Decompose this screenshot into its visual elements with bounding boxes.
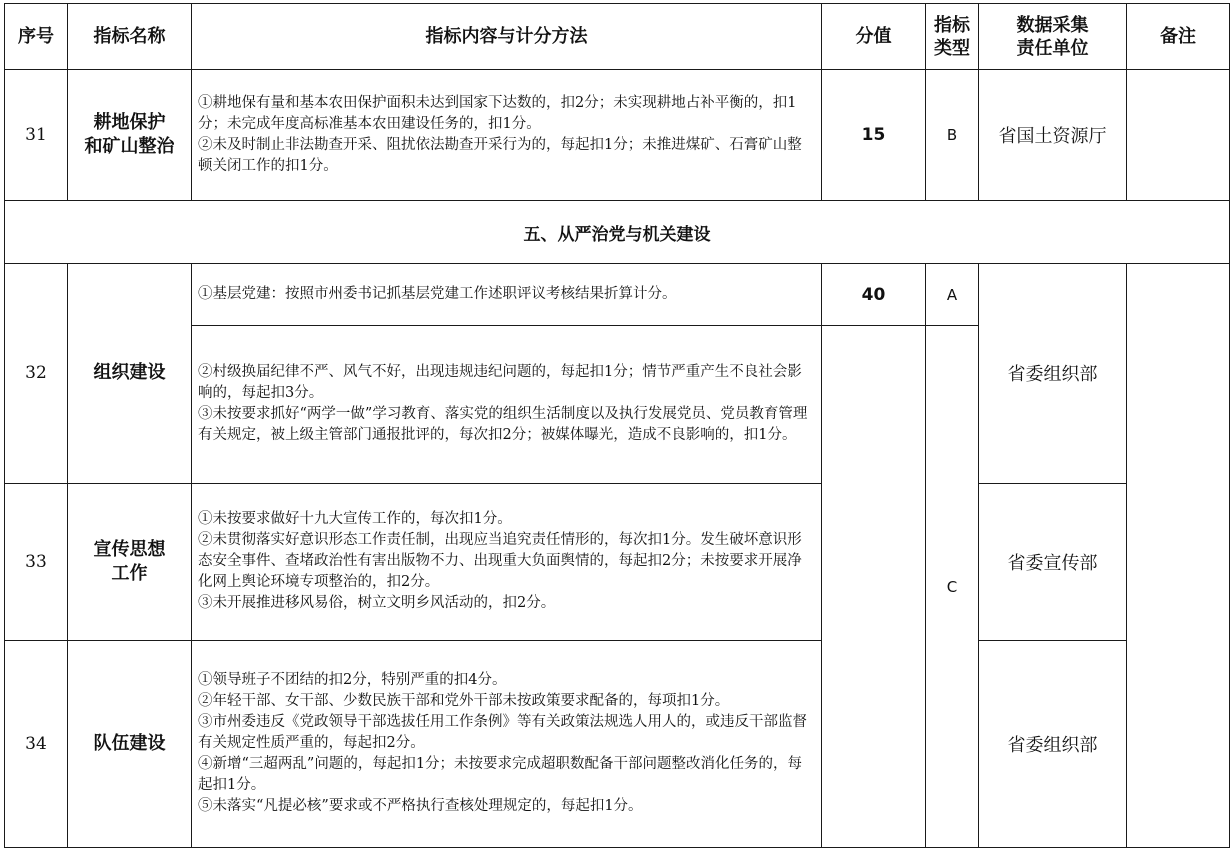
row32-score: 40 bbox=[822, 264, 926, 326]
row31-content-item-1: ①耕地保有量和基本农田保护面积未达到国家下达数的，扣2分；未实现耕地占补平衡的，扣1分；未完成年度高标准基本农田建设任务的，扣1分。 bbox=[198, 95, 797, 133]
row33-name-line1: 宣传思想 bbox=[93, 538, 166, 560]
row34-unit: 省委组织部 bbox=[979, 640, 1127, 847]
row34-content-item-1: ①领导班子不团结的扣2分，特别严重的扣4分。 bbox=[198, 672, 507, 689]
row34-content-item-2: ②年轻干部、女干部、少数民族干部和党外干部未按政策要求配备的，每项扣1分。 bbox=[198, 693, 730, 710]
row31-seq: 31 bbox=[5, 70, 68, 201]
table-row-32a bbox=[5, 264, 1230, 326]
row31-name-line1: 耕地保护 bbox=[93, 112, 166, 134]
row31-content-item-2: ②未及时制止非法勘查开采、阻扰依法勘查开采行为的，每起扣1分；未推进煤矿、石膏矿山整顿关闭工作的扣1分。 bbox=[198, 137, 802, 175]
row31-type: B bbox=[926, 70, 979, 201]
row33-content bbox=[192, 483, 822, 640]
row32-type-a: A bbox=[926, 264, 979, 326]
header-unit bbox=[979, 4, 1127, 70]
row33-name bbox=[68, 483, 192, 640]
score-merged-empty bbox=[822, 326, 926, 848]
row31-name-line2: 和矿山整治 bbox=[84, 136, 175, 158]
row33-seq: 33 bbox=[5, 483, 68, 640]
type-c-merged: C bbox=[926, 326, 979, 848]
row34-name: 队伍建设 bbox=[68, 640, 192, 847]
row32-content-item-2: ②村级换届纪律不严、风气不好，出现违规违纪问题的，每起扣1分；情节严重产生不良社会影响的，每起扣3分。 bbox=[198, 364, 802, 402]
header-score: 分值 bbox=[822, 4, 926, 70]
row33-name-line2: 工作 bbox=[111, 562, 148, 584]
row31-score: 15 bbox=[822, 70, 926, 201]
row32-content-item-1: ①基层党建：按照市州委书记抓基层党建工作述职评议考核结果折算计分。 bbox=[198, 286, 677, 303]
header-remark: 备注 bbox=[1127, 4, 1230, 70]
row31-remark bbox=[1127, 70, 1230, 201]
row33-content-item-3: ③未开展推进移风易俗，树立文明乡风活动的，扣2分。 bbox=[198, 595, 556, 612]
row34-content-item-3: ③市州委违反《党政领导干部选拔任用工作条例》等有关政策法规选人用人的，或违反干部监督有关规定性质严重的，每起扣2分。 bbox=[198, 714, 807, 752]
header-unit-line2: 责任单位 bbox=[1016, 37, 1089, 59]
row34-content-item-4: ④新增“三超两乱”问题的，每起扣1分；未按要求完成超职数配备干部问题整改消化任务的，每起扣1分。 bbox=[198, 756, 803, 794]
assessment-table bbox=[4, 3, 1230, 848]
section-title: 五、从严治党与机关建设 bbox=[5, 201, 1230, 264]
row32-content-b bbox=[192, 326, 822, 483]
row32-content-item-3: ③未按要求抓好“两学一做”学习教育、落实党的组织生活制度以及执行发展党员、党员教育管理有关规定，被上级主管部门通报批评的，每次扣2分；被媒体曝光，造成不良影响的，扣1分。 bbox=[198, 406, 808, 444]
header-unit-line1: 数据采集 bbox=[1016, 14, 1089, 36]
table-row-34 bbox=[5, 640, 1230, 847]
row34-content-item-5: ⑤未落实“凡提必核”要求或不严格执行查核处理规定的，每起扣1分。 bbox=[198, 798, 643, 815]
section-row bbox=[5, 201, 1230, 264]
remark-merged bbox=[1127, 264, 1230, 848]
row32-content-a bbox=[192, 264, 822, 326]
row32-unit: 省委组织部 bbox=[979, 264, 1127, 483]
row34-content bbox=[192, 640, 822, 847]
header-seq: 序号 bbox=[5, 4, 68, 70]
header-type-line2: 类型 bbox=[934, 37, 970, 59]
header-type-line1: 指标 bbox=[934, 14, 970, 36]
header-content: 指标内容与计分方法 bbox=[192, 4, 822, 70]
header-type bbox=[926, 4, 979, 70]
row31-content bbox=[192, 70, 822, 201]
row33-unit: 省委宣传部 bbox=[979, 483, 1127, 640]
table-row-33 bbox=[5, 483, 1230, 640]
header-row bbox=[5, 4, 1230, 70]
table-row-31 bbox=[5, 70, 1230, 201]
header-name: 指标名称 bbox=[68, 4, 192, 70]
row31-name bbox=[68, 70, 192, 201]
row34-seq: 34 bbox=[5, 640, 68, 847]
row33-content-item-1: ①未按要求做好十九大宣传工作的，每次扣1分。 bbox=[198, 511, 512, 528]
row32-seq: 32 bbox=[5, 264, 68, 483]
row33-content-item-2: ②未贯彻落实好意识形态工作责任制，出现应当追究责任情形的，每次扣1分。发生破坏意识形态安全事件、查堵政治性有害出版物不力、出现重大负面舆情的，每起扣2分；未按要求开展净化网上舆论环境专项整治的，扣2分。 bbox=[198, 532, 802, 591]
row32-name: 组织建设 bbox=[68, 264, 192, 483]
row31-unit: 省国土资源厅 bbox=[979, 70, 1127, 201]
